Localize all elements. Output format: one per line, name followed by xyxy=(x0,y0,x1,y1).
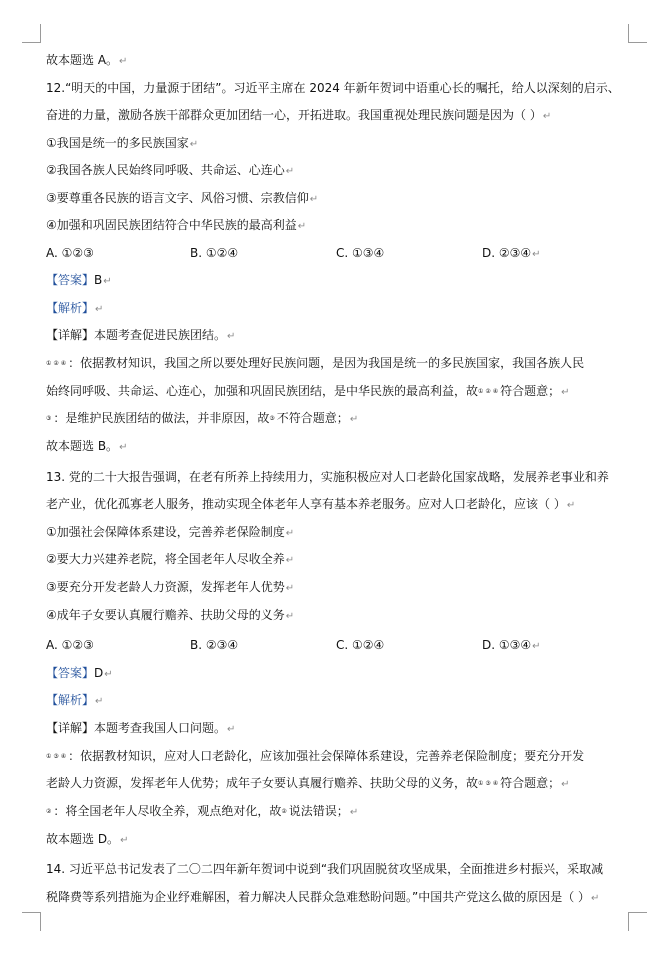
crop-mark-top-left xyxy=(22,24,41,43)
question-12-option-statement: ①我国是统一的多民族国家↵ xyxy=(46,136,199,150)
paragraph-mark-icon: ↵ xyxy=(189,139,199,150)
paragraph-mark-icon: ↵ xyxy=(119,56,128,67)
explanation-line: 始终同呼吸、共命运、心连心，加强和巩固民族团结，是中华民族的最高利益，故①②④符合题意；↵ xyxy=(46,384,570,398)
paragraph-mark-icon: ↵ xyxy=(349,807,359,818)
explanation-line: 老龄人力资源，发挥老年人优势；成年子女要认真履行赡养、扶助父母的义务，故①③④符合题意；↵ xyxy=(46,776,570,790)
answer-label-line: 【答案】D↵ xyxy=(46,666,113,680)
question-13-stem-line: 13. 党的二十大报告强调，在老有所养上持续用力，实施积极应对人口老龄化国家战略，发展养老事业和养 xyxy=(46,470,609,484)
crop-mark-top-right xyxy=(628,24,647,43)
paragraph-mark-icon: ↵ xyxy=(104,669,113,680)
detail-line: 【详解】本题考查促进民族团结。↵ xyxy=(46,328,236,342)
paragraph-mark-icon: ↵ xyxy=(532,249,541,260)
analysis-label-line xyxy=(46,692,103,708)
question-12-choices xyxy=(46,245,632,261)
answer-tag: 【答案】 xyxy=(46,666,95,680)
paragraph-mark-icon: ↵ xyxy=(309,194,319,205)
paragraph-mark-icon: ↵ xyxy=(227,724,236,735)
question-13-option-statement: ①加强社会保障体系建设，完善养老保险制度↵ xyxy=(46,525,295,539)
analysis-label-line xyxy=(46,300,103,316)
question-12-stem-line: 奋进的力量，激励各族干部群众更加团结一心，开拓进取。我国重视处理民族问题是因为（ ）↵ xyxy=(46,108,552,122)
choice-b: B. ②③④ xyxy=(190,638,239,652)
paragraph-mark-icon: ↵ xyxy=(532,641,541,652)
question-13-stem-line: 老产业，优化孤寡老人服务，推动实现全体老年人享有基本养老服务。应对人口老龄化，应该（ ）↵ xyxy=(46,497,576,511)
paragraph-mark-icon: ↵ xyxy=(561,779,570,790)
paragraph-mark-icon: ↵ xyxy=(591,893,600,904)
paragraph-mark-icon: ↵ xyxy=(95,696,104,707)
question-13-option-statement: ④成年子女要认真履行赡养、扶助父母的义务↵ xyxy=(46,608,295,622)
detail-tag: 【详解】 xyxy=(46,328,95,342)
explanation-line: ②：将全国老年人尽收全养，观点绝对化，故②说法错误；↵ xyxy=(46,804,359,818)
answer-tag: 【答案】 xyxy=(46,273,95,287)
choice-c: C. ①②④ xyxy=(336,638,385,652)
question-13-option-statement: ③要充分开发老龄人力资源，发挥老年人优势↵ xyxy=(46,580,295,594)
question-12-option-statement: ②我国各族人民始终同呼吸、共命运、心连心↵ xyxy=(46,163,295,177)
crop-mark-bottom-right xyxy=(628,912,647,931)
paragraph-mark-icon: ↵ xyxy=(349,414,359,425)
choice-d: D. ②③④↵ xyxy=(482,246,541,260)
paragraph-mark-icon: ↵ xyxy=(561,387,570,398)
explanation-line: ①③④：依据教材知识，应对人口老龄化，应该加强社会保障体系建设，完善养老保险制度；要充分开发 xyxy=(46,749,585,763)
explanation-line: ①②④：依据教材知识，我国之所以要处理好民族问题，是因为我国是统一的多民族国家，我国各族人民 xyxy=(46,356,585,370)
question-14-stem-line: 税降费等系列措施为企业纾难解困，着力解决人民群众急难愁盼问题。”中国共产党这么做的原因是（ ）↵ xyxy=(46,890,600,904)
analysis-tag: 【解析】 xyxy=(46,693,95,707)
paragraph-mark-icon: ↵ xyxy=(103,276,112,287)
choice-a: A. ①②③ xyxy=(46,246,94,260)
paragraph-mark-icon: ↵ xyxy=(285,611,295,622)
answer-line: 故本题选 D。↵ xyxy=(46,832,129,846)
paragraph-mark-icon: ↵ xyxy=(566,500,576,511)
answer-line: 故本题选 B。↵ xyxy=(46,439,128,453)
paragraph-mark-icon: ↵ xyxy=(285,583,295,594)
choice-c: C. ①③④ xyxy=(336,246,385,260)
paragraph-mark-icon: ↵ xyxy=(120,835,129,846)
choice-b: B. ①②④ xyxy=(190,246,239,260)
detail-line: 【详解】本题考查我国人口问题。↵ xyxy=(46,721,236,735)
answer-line: 故本题选 A。↵ xyxy=(46,53,128,67)
paragraph-mark-icon: ↵ xyxy=(297,221,307,232)
paragraph-mark-icon: ↵ xyxy=(285,528,295,539)
paragraph-mark-icon: ↵ xyxy=(95,304,104,315)
question-12-option-statement: ④加强和巩固民族团结符合中华民族的最高利益↵ xyxy=(46,218,307,232)
question-12-stem-line: 12.“明天的中国，力量源于团结”。习近平主席在 2024 年新年贺词中语重心长的嘱托，给人以深刻的启示、 xyxy=(46,81,620,95)
paragraph-mark-icon: ↵ xyxy=(119,442,128,453)
choice-a: A. ①②③ xyxy=(46,638,94,652)
detail-tag: 【详解】 xyxy=(46,721,95,735)
question-14-stem-line: 14. 习近平总书记发表了二〇二四年新年贺词中说到“我们巩固脱贫攻坚成果，全面推进乡村振兴，采取减 xyxy=(46,862,604,876)
question-13-choices xyxy=(46,637,632,653)
paragraph-mark-icon: ↵ xyxy=(542,111,552,122)
explanation-line: ③：是维护民族团结的做法，并非原因，故③不符合题意；↵ xyxy=(46,411,359,425)
analysis-tag: 【解析】 xyxy=(46,301,95,315)
paragraph-mark-icon: ↵ xyxy=(285,166,295,177)
paragraph-mark-icon: ↵ xyxy=(285,555,295,566)
question-13-option-statement: ②要大力兴建养老院，将全国老年人尽收全养↵ xyxy=(46,552,295,566)
paragraph-mark-icon: ↵ xyxy=(227,331,236,342)
crop-mark-bottom-left xyxy=(22,912,41,931)
choice-d: D. ①③④↵ xyxy=(482,638,541,652)
question-12-option-statement: ③要尊重各民族的语言文字、风俗习惯、宗教信仰↵ xyxy=(46,191,319,205)
answer-label-line: 【答案】B↵ xyxy=(46,273,112,287)
